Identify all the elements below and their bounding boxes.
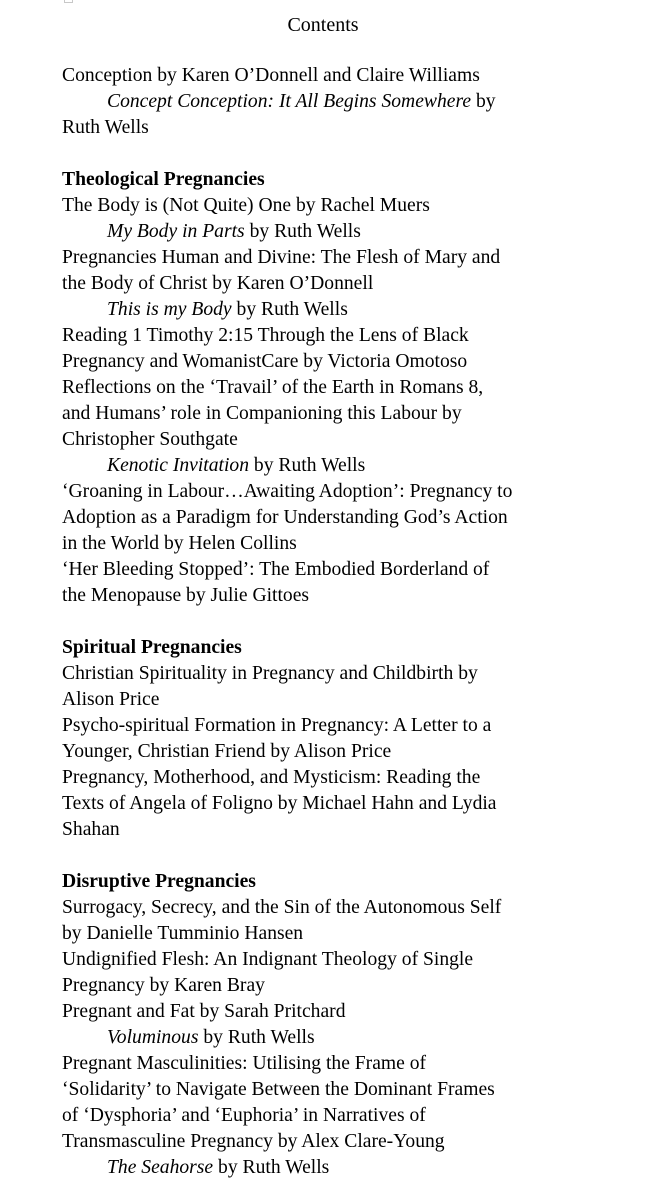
page-title: Contents	[287, 14, 359, 36]
toc-entry-continued: Christopher Southgate	[62, 429, 238, 450]
section-heading: Disruptive Pregnancies	[62, 871, 256, 892]
toc-entry-continued: by Danielle Tumminio Hansen	[62, 923, 304, 944]
toc-entry: Psycho-spiritual Formation in Pregnancy: A Letter to a	[62, 715, 492, 736]
poem-title: This is my Body	[107, 299, 232, 320]
toc-entry: Pregnancy, Motherhood, and Mysticism: Reading the	[62, 767, 481, 788]
toc-entry-continued: Transmasculine Pregnancy by Alex Clare-Young	[62, 1131, 445, 1152]
poem-title: Voluminous	[107, 1027, 199, 1048]
toc-entry: Conception by Karen O’Donnell and Claire Williams	[62, 65, 480, 86]
checkbox-mark	[64, 0, 73, 3]
toc-entry: Christian Spirituality in Pregnancy and Childbirth by	[62, 663, 478, 684]
toc-entry-continued: in the World by Helen Collins	[62, 533, 297, 554]
toc-entry: ‘Her Bleeding Stopped’: The Embodied Borderland of	[62, 559, 490, 580]
toc-entry: Pregnancies Human and Divine: The Flesh of Mary and	[62, 247, 501, 268]
toc-entry: Surrogacy, Secrecy, and the Sin of the Autonomous Self	[62, 897, 502, 918]
toc-entry-continued: Texts of Angela of Foligno by Michael Hahn and Lydia	[62, 793, 497, 814]
toc-entry: The Body is (Not Quite) One by Rachel Muers	[62, 195, 430, 216]
toc-poem-entry	[62, 219, 632, 245]
poem-title: My Body in Parts	[107, 221, 245, 242]
toc-entry-continued: Alison Price	[62, 689, 160, 710]
toc-entry-continued: Shahan	[62, 819, 120, 840]
toc-entry-continued: of ‘Dysphoria’ and ‘Euphoria’ in Narratives of	[62, 1105, 426, 1126]
toc-entry: Reading 1 Timothy 2:15 Through the Lens of Black	[62, 325, 469, 346]
poem-author: by Ruth Wells	[198, 1027, 315, 1048]
section-heading: Spiritual Pregnancies	[62, 637, 242, 658]
toc-entry: Undignified Flesh: An Indignant Theology of Single	[62, 949, 474, 970]
poem-title: Kenotic Invitation	[107, 455, 250, 476]
table-of-contents	[62, 63, 632, 1181]
poem-title: The Seahorse	[107, 1157, 214, 1178]
toc-entry: Pregnant and Fat by Sarah Pritchard	[62, 1001, 346, 1022]
toc-entry: ‘Groaning in Labour…Awaiting Adoption’: Pregnancy to	[62, 481, 513, 502]
section-heading: Theological Pregnancies	[62, 169, 265, 190]
toc-entry: Reflections on the ‘Travail’ of the Earth in Romans 8,	[62, 377, 484, 398]
toc-entry-continued: the Body of Christ by Karen O’Donnell	[62, 273, 374, 294]
toc-poem-entry	[62, 453, 632, 479]
toc-entry-continued: the Menopause by Julie Gittoes	[62, 585, 310, 606]
poem-author: by Ruth Wells	[213, 1157, 330, 1178]
poem-author: by Ruth Wells	[231, 299, 348, 320]
poem-author: by	[471, 91, 496, 112]
toc-entry-continued: and Humans’ role in Companioning this Labour by	[62, 403, 462, 424]
toc-poem-entry	[62, 297, 632, 323]
toc-entry-continued: Younger, Christian Friend by Alison Price	[62, 741, 392, 762]
toc-poem-entry	[62, 1025, 632, 1051]
toc-entry: Pregnant Masculinities: Utilising the Frame of	[62, 1053, 427, 1074]
toc-poem-entry	[62, 1155, 632, 1181]
toc-poem-entry	[62, 89, 632, 115]
poem-title: Concept Conception: It All Begins Somewhere	[107, 91, 472, 112]
toc-entry-continued: Ruth Wells	[62, 117, 149, 138]
toc-entry-continued: Pregnancy and WomanistCare by Victoria Omotoso	[62, 351, 468, 372]
toc-entry-continued: Adoption as a Paradigm for Understanding God’s Action	[62, 507, 508, 528]
poem-author: by Ruth Wells	[244, 221, 361, 242]
poem-author: by Ruth Wells	[249, 455, 366, 476]
toc-entry-continued: ‘Solidarity’ to Navigate Between the Dominant Frames	[62, 1079, 495, 1100]
toc-entry-continued: Pregnancy by Karen Bray	[62, 975, 265, 996]
